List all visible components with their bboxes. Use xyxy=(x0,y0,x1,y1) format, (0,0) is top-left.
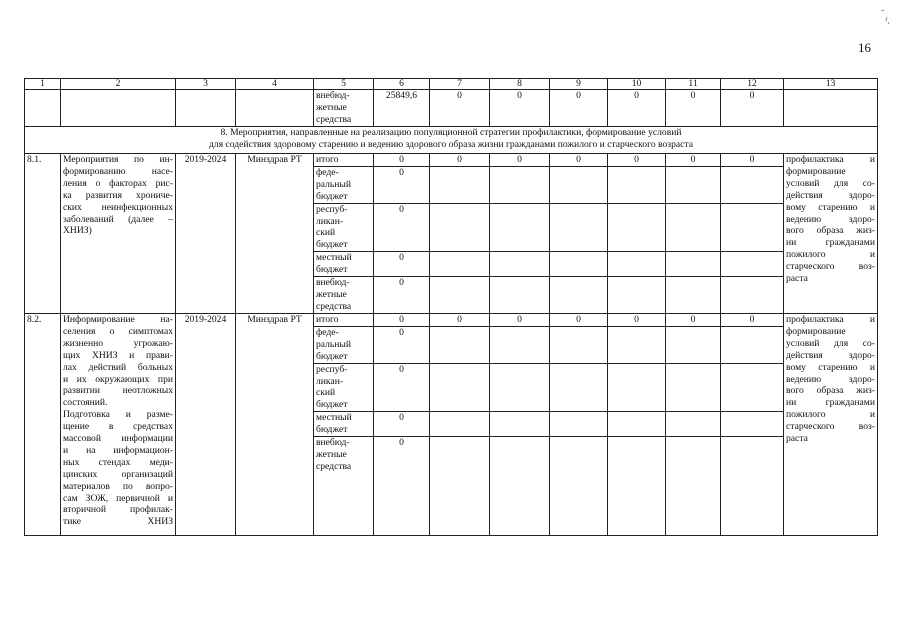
value-cell: 0 xyxy=(374,437,430,536)
empty-cell xyxy=(721,203,784,252)
value-cell: 0 xyxy=(490,313,550,326)
empty-cell xyxy=(608,277,666,314)
value-cell: 0 xyxy=(666,154,721,167)
column-header: 13 xyxy=(784,79,878,90)
column-header-row xyxy=(25,79,878,90)
scan-mark-icon xyxy=(878,8,892,26)
source-cell: местный бюджет xyxy=(314,252,374,277)
empty-cell xyxy=(666,363,721,412)
empty-cell xyxy=(490,252,550,277)
empty-cell xyxy=(666,326,721,363)
empty-cell xyxy=(25,90,61,127)
value-cell: 0 xyxy=(721,313,784,326)
empty-cell xyxy=(430,252,490,277)
empty-cell xyxy=(721,437,784,536)
empty-cell xyxy=(550,203,608,252)
measure-name: Информирование на- селения о симптомах жизненно угрожаю- щих ХНИЗ и прави- лах действий больных и их окружающих при развитии неотложных состояний. Подготовка и разме- щение в средствах массовой информации и на информацион- ных стендах меди- цинских организаций материалов по вопро- сам ЗОЖ, первичной и вторичной профилак- тике ХНИЗ xyxy=(61,313,176,535)
value-cell: 0 xyxy=(430,313,490,326)
value-cell: 0 xyxy=(374,252,430,277)
expected-result: профилактика и формирование условий для со- действия здоро- вому старению и ведению здоро- вого образа жиз- ни гражданами пожилого и старческого воз- раста xyxy=(784,154,878,314)
value-cell: 0 xyxy=(430,90,490,127)
empty-cell xyxy=(430,326,490,363)
source-cell: местный бюджет xyxy=(314,412,374,437)
empty-cell xyxy=(430,412,490,437)
empty-cell xyxy=(721,412,784,437)
empty-cell xyxy=(550,326,608,363)
value-cell: 25849,6 xyxy=(374,90,430,127)
carry-over-row xyxy=(25,90,878,127)
value-cell: 0 xyxy=(721,154,784,167)
empty-cell xyxy=(721,277,784,314)
value-cell: 0 xyxy=(374,277,430,314)
empty-cell xyxy=(430,277,490,314)
measure-number: 8.1. xyxy=(25,154,61,314)
value-cell: 0 xyxy=(608,154,666,167)
empty-cell xyxy=(666,166,721,203)
empty-cell xyxy=(550,412,608,437)
empty-cell xyxy=(550,252,608,277)
empty-cell xyxy=(550,363,608,412)
empty-cell xyxy=(430,437,490,536)
budget-table xyxy=(24,78,878,536)
empty-cell xyxy=(430,166,490,203)
empty-cell xyxy=(608,203,666,252)
page-number: 16 xyxy=(858,40,871,55)
column-header: 12 xyxy=(721,79,784,90)
value-cell: 0 xyxy=(374,154,430,167)
source-cell: феде- ральный бюджет xyxy=(314,166,374,203)
measure-period: 2019-2024 xyxy=(176,154,236,314)
measure-executor: Минздрав РТ xyxy=(236,313,314,535)
empty-cell xyxy=(550,277,608,314)
empty-cell xyxy=(550,437,608,536)
column-header: 6 xyxy=(374,79,430,90)
measure-period: 2019-2024 xyxy=(176,313,236,535)
value-cell: 0 xyxy=(374,412,430,437)
column-header: 7 xyxy=(430,79,490,90)
empty-cell xyxy=(666,437,721,536)
value-cell: 0 xyxy=(374,166,430,203)
value-cell: 0 xyxy=(608,313,666,326)
measure-executor: Минздрав РТ xyxy=(236,154,314,314)
source-cell: итого xyxy=(314,313,374,326)
column-header: 1 xyxy=(25,79,61,90)
empty-cell xyxy=(608,326,666,363)
empty-cell xyxy=(176,90,236,127)
value-cell: 0 xyxy=(374,313,430,326)
source-cell: внебюд- жетные средства xyxy=(314,437,374,536)
empty-cell xyxy=(666,203,721,252)
table-body xyxy=(25,79,878,536)
empty-cell xyxy=(490,166,550,203)
empty-cell xyxy=(430,203,490,252)
empty-cell xyxy=(666,412,721,437)
empty-cell xyxy=(608,252,666,277)
column-header: 8 xyxy=(490,79,550,90)
section-title-row xyxy=(25,127,878,154)
empty-cell xyxy=(490,326,550,363)
value-cell: 0 xyxy=(721,90,784,127)
empty-cell xyxy=(490,412,550,437)
empty-cell xyxy=(490,437,550,536)
source-cell: внебюд- жетные средства xyxy=(314,277,374,314)
value-cell: 0 xyxy=(550,313,608,326)
source-cell: итого xyxy=(314,154,374,167)
value-cell: 0 xyxy=(666,313,721,326)
empty-cell xyxy=(608,412,666,437)
empty-cell xyxy=(608,437,666,536)
column-header: 10 xyxy=(608,79,666,90)
column-header: 3 xyxy=(176,79,236,90)
empty-cell xyxy=(61,90,176,127)
empty-cell xyxy=(666,252,721,277)
empty-cell xyxy=(490,203,550,252)
source-cell: феде- ральный бюджет xyxy=(314,326,374,363)
empty-cell xyxy=(550,166,608,203)
column-header: 11 xyxy=(666,79,721,90)
empty-cell xyxy=(784,90,878,127)
measure-number: 8.2. xyxy=(25,313,61,535)
value-cell: 0 xyxy=(490,90,550,127)
column-header: 2 xyxy=(61,79,176,90)
value-cell: 0 xyxy=(490,154,550,167)
empty-cell xyxy=(721,252,784,277)
empty-cell xyxy=(721,326,784,363)
empty-cell xyxy=(608,363,666,412)
value-cell: 0 xyxy=(374,203,430,252)
column-header: 9 xyxy=(550,79,608,90)
empty-cell xyxy=(490,277,550,314)
source-cell: внебюд- жетные средства xyxy=(314,90,374,127)
expected-result: профилактика и формирование условий для со- действия здоро- вому старению и ведению здоро- вого образа жиз- ни гражданами пожилого и старческого воз- раста xyxy=(784,313,878,535)
empty-cell xyxy=(721,363,784,412)
empty-cell xyxy=(608,166,666,203)
value-cell: 0 xyxy=(430,154,490,167)
value-cell: 0 xyxy=(608,90,666,127)
empty-cell xyxy=(490,363,550,412)
section-title: 8. Мероприятия, направленные на реализацию популяционной стратегии профилактики, формирование условий для содействия здоровому старению и ведению здорового образа жизни гражданами пожилого и старческого возраста xyxy=(25,127,878,154)
source-cell: респуб- ликан- ский бюджет xyxy=(314,363,374,412)
empty-cell xyxy=(721,166,784,203)
empty-cell xyxy=(430,363,490,412)
value-cell: 0 xyxy=(550,154,608,167)
value-cell: 0 xyxy=(374,326,430,363)
measure-row xyxy=(25,154,878,167)
measure-name: Мероприятия по ин- формированию насе- ления о факторах рис- ка развития хрониче- ских неинфекционных заболеваний (далее – ХНИЗ) xyxy=(61,154,176,314)
column-header: 4 xyxy=(236,79,314,90)
empty-cell xyxy=(666,277,721,314)
value-cell: 0 xyxy=(666,90,721,127)
source-cell: респуб- ликан- ский бюджет xyxy=(314,203,374,252)
empty-cell xyxy=(236,90,314,127)
measure-row xyxy=(25,313,878,326)
value-cell: 0 xyxy=(374,363,430,412)
column-header: 5 xyxy=(314,79,374,90)
value-cell: 0 xyxy=(550,90,608,127)
